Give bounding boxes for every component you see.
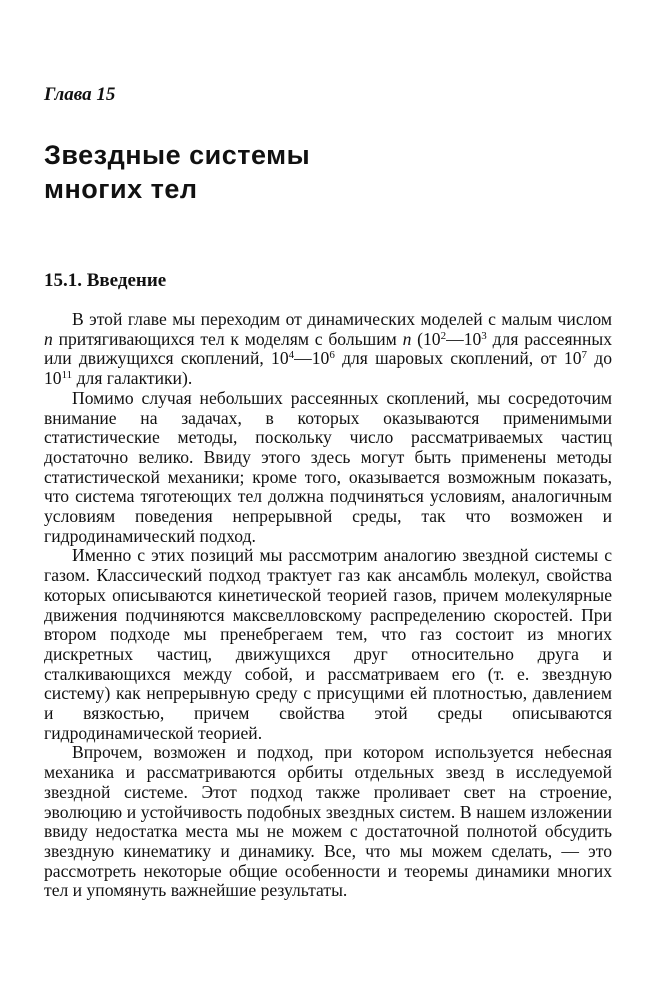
chapter-label: Глава 15: [44, 84, 116, 105]
p1-text: —10: [446, 328, 482, 349]
p1-text: притягивающихся тел к моделям с большим: [52, 328, 403, 349]
p1-text: —10: [294, 348, 330, 369]
p1-exponent: 4: [288, 349, 295, 362]
p1-exponent: 3: [481, 329, 487, 342]
p1-var-n: n: [44, 328, 53, 349]
body-text: [44, 310, 612, 901]
p1-text: для рассеянных или движущихся скоплений, 10: [44, 328, 612, 369]
p1-text: для шаровых скоплений, от 10: [334, 348, 582, 369]
p1-text: до 10: [44, 348, 613, 389]
chapter-title-line2: многих тел: [44, 174, 198, 204]
chapter-title-line1: Звездные системы: [44, 140, 311, 170]
p1-exponent: 2: [440, 329, 447, 342]
section-heading: 15.1. Введение: [44, 270, 167, 291]
p1-text: для галактики).: [72, 368, 193, 389]
p1-var-n: n: [402, 328, 412, 349]
p1-exponent: 11: [61, 369, 73, 382]
p1-exponent: 7: [581, 349, 588, 362]
paragraph-3: Именно с этих позиций мы рассмотрим аналогию звездной системы с газом. Классический подход трактует газ как ансамбль молекул, свойства которых описываются кинетической теорией газов, причем молекулярные движения подчиняются максвелловскому распределению скоростей. При втором подходе мы пренебрегаем тем, что газ состоит из многих дискретных частиц, движущихся друг относительно друга и сталкивающихся между собой, и рассматриваем его (т. е. звездную систему) как непрерывную среду с присущими ей плотностью, давлением и вязкостью, причем свойства этой среды описываются гидродинамической теорией.: [44, 545, 612, 743]
p1-exponent: 6: [329, 349, 335, 362]
chapter-title: [44, 138, 310, 206]
p1-text: В этой главе мы переходим от динамических моделей с малым числом: [72, 309, 612, 329]
p1-text: (10: [411, 328, 441, 349]
paragraph-2: Помимо случая небольших рассеянных скоплений, мы сосредоточим внимание на задачах, в которых оказываются применимыми статистические методы, поскольку число рассматриваемых частиц достаточно велико. Ввиду этого здесь могут быть применены методы статистической механики; кроме того, оказывается возможным показать, что система тяготеющих тел должна подчиняться условиям, аналогичным условиям поведения непрерывной среды, так что возможен и гидродинамический подход.: [44, 387, 612, 546]
paragraph-1: [44, 310, 612, 389]
paragraph-4: Впрочем, возможен и подход, при котором используется небесная механика и рассматриваются орбиты отдельных звезд в исследуемой звездной системе. Этот подход также проливает свет на строение, эволюцию и устойчивость подобных звездных систем. В нашем изложении ввиду недостатка места мы не можем с достаточной полнотой обсудить звездную кинематику и динамику. Все, что мы можем сделать, — это рассмотреть некоторые общие особенности и теоремы динамики многих тел и упомянуть важнейшие результаты.: [44, 742, 612, 901]
